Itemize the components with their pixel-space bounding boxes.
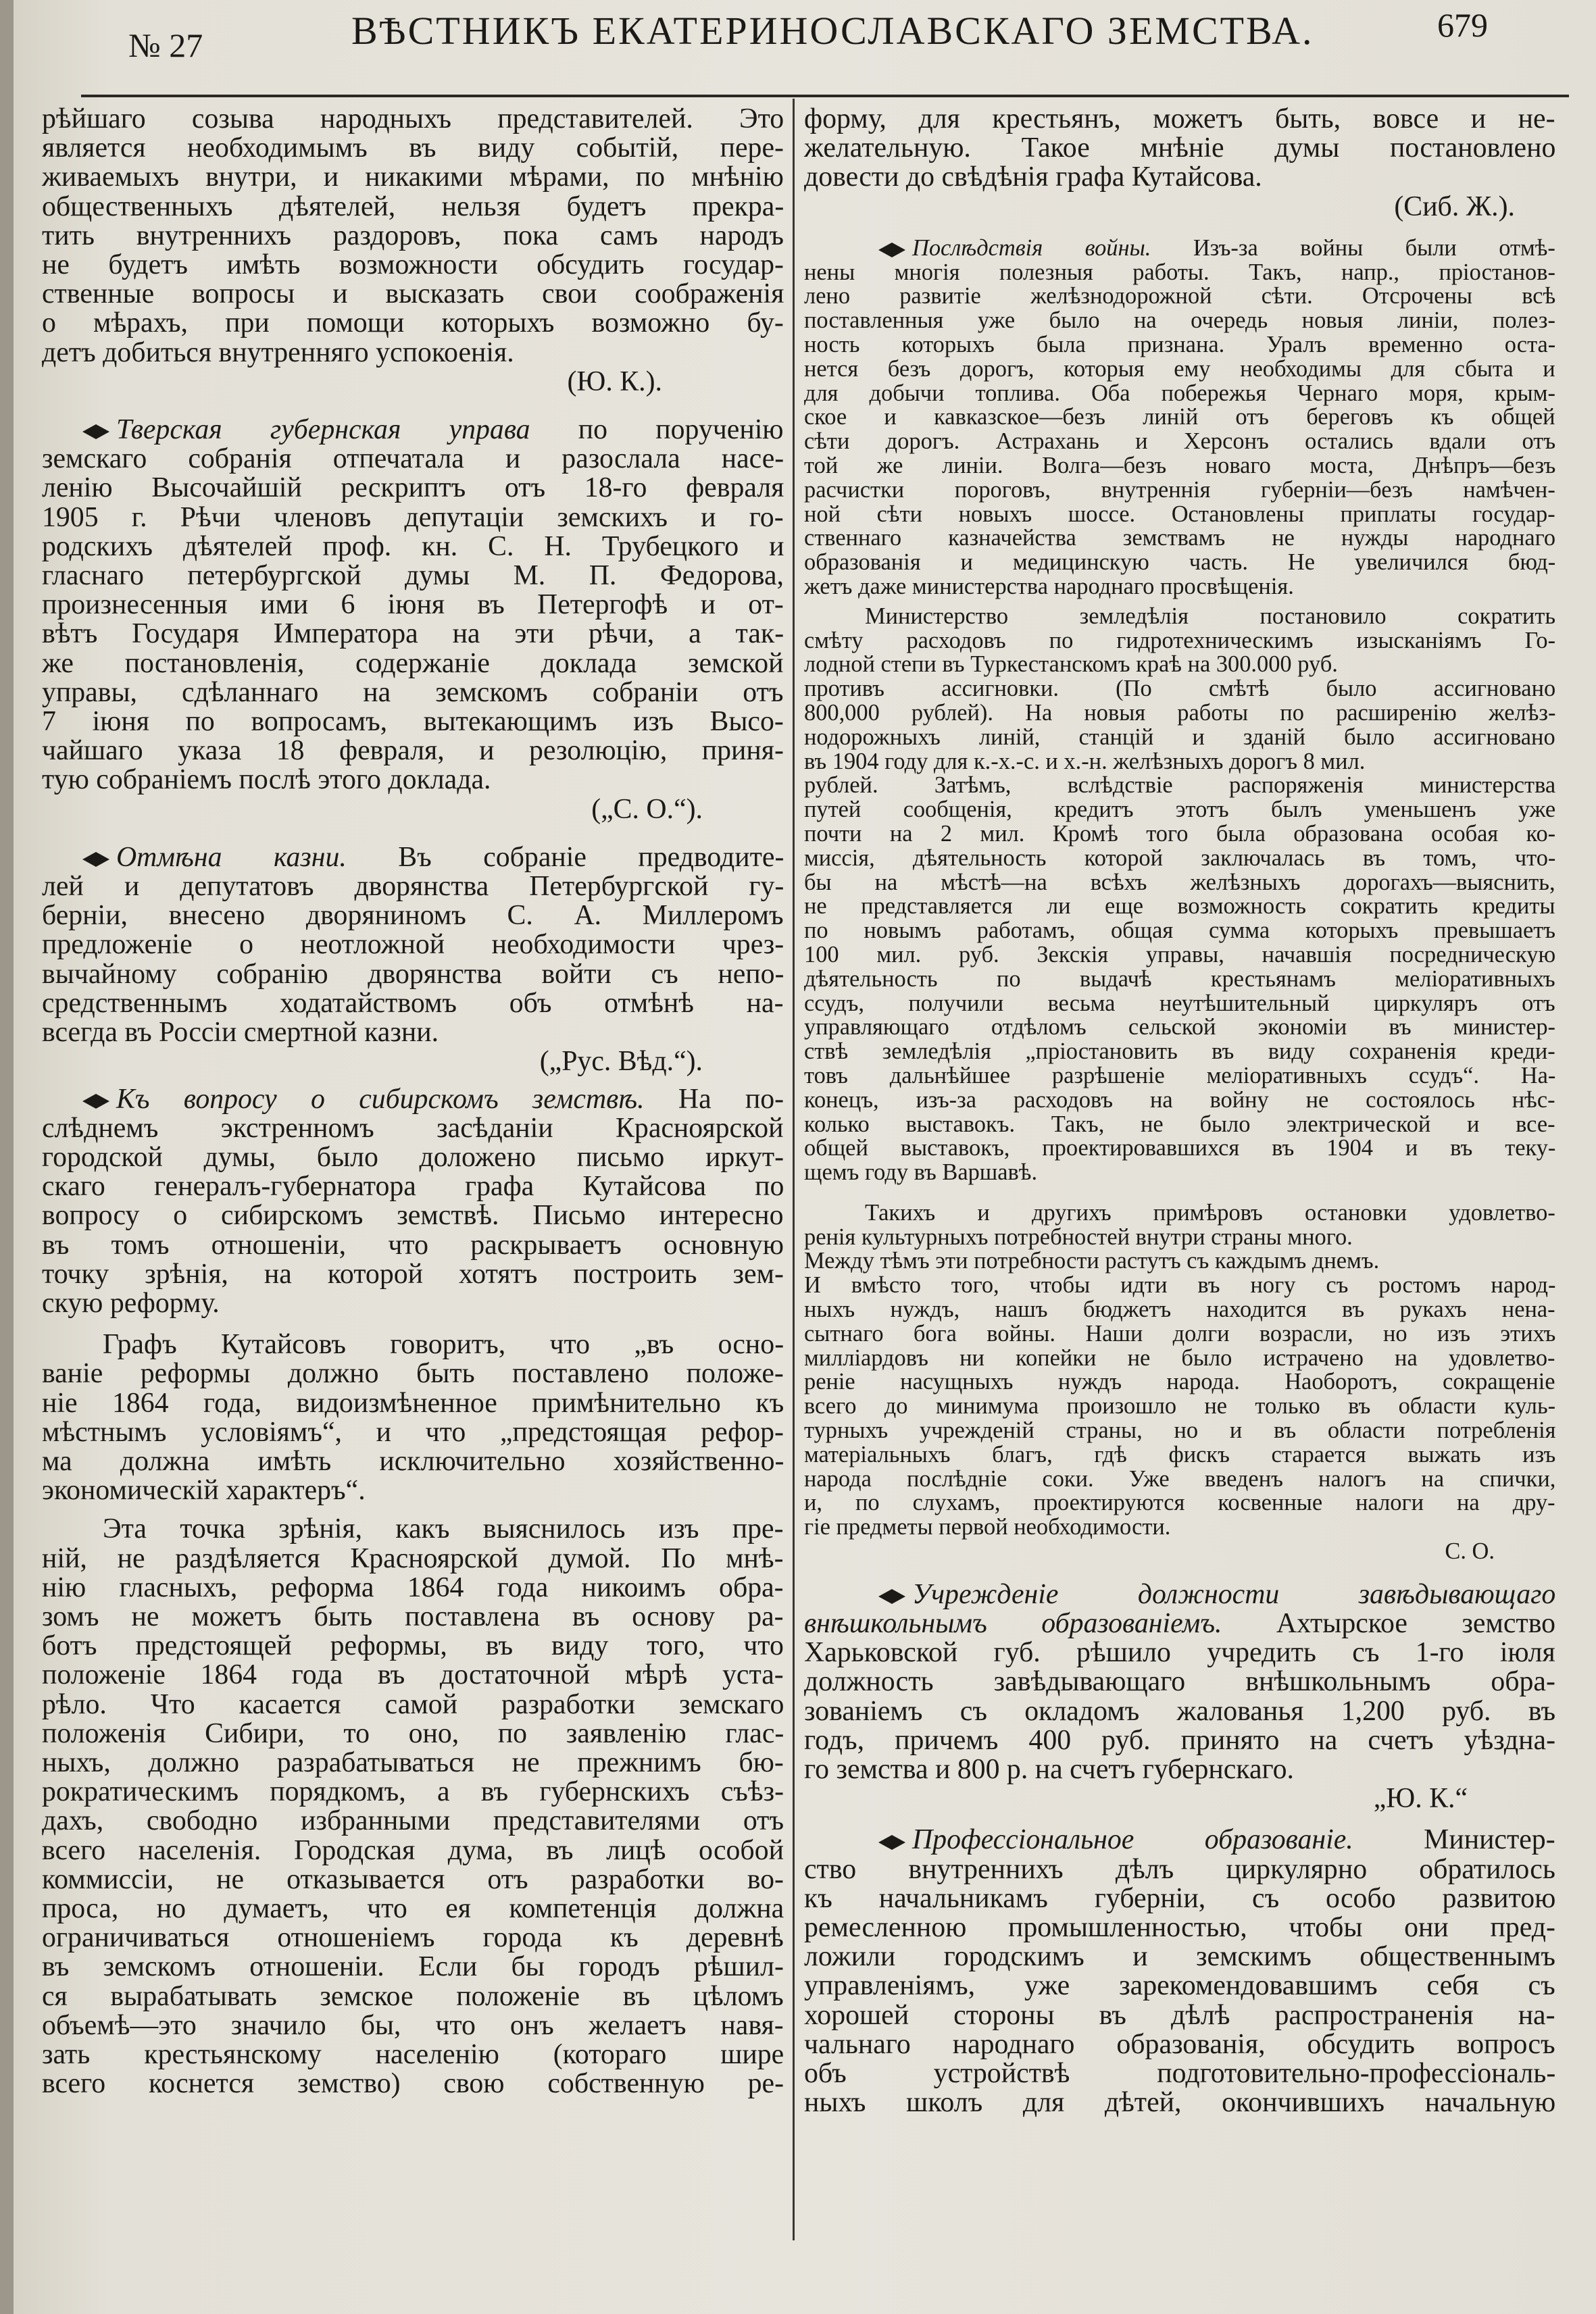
text-line: конецъ, изъ-за расходовъ на войну не состоялось нѣс- — [804, 1086, 1555, 1113]
text-line: матеріальныхъ благъ, гдѣ фискъ старается выжать изъ — [804, 1441, 1556, 1467]
ministry-paragraph — [804, 605, 1555, 1185]
tochka-paragraph — [42, 1515, 784, 2098]
text-line: народа послѣдніе соки. Уже введенъ налогъ на спички, — [804, 1465, 1556, 1492]
text-line: нодорожныхъ линій, станцій и зданій было ассигновано — [804, 724, 1555, 750]
text-line: ся вырабатывать земское положеніе въ цѣломъ — [42, 1980, 784, 2012]
text-line: сѣти дорогъ. Астрахань и Херсонъ остались вдали отъ — [804, 428, 1556, 455]
text-line: общей выставокъ, проектировавшихся въ 1904 и въ теку- — [804, 1135, 1556, 1161]
text-line: ограничиваться отношеніемъ города къ деревнѣ — [42, 1922, 784, 1954]
text-line: ній, не раздѣляется Красноярской думой. По мнѣ- — [42, 1542, 784, 1574]
text-line: Такихъ и другихъ примѣровъ остановки удовлетво- — [865, 1199, 1555, 1226]
text-line: образованія и медицинскую часть. Не увеличился бюд- — [804, 549, 1556, 576]
text-line: 1905 г. Рѣчи членовъ депутаціи земскихъ и го- — [42, 501, 784, 533]
diamond-bullet-icon — [878, 243, 905, 257]
diamond-bullet-icon — [82, 852, 109, 867]
examples-source: С. О. — [1445, 1538, 1495, 1565]
text-line: положенія Сибири, то оно, по заявленію глас- — [42, 1717, 784, 1749]
text-line: 7 іюня по вопросамъ, вытекающимъ изъ Высо- — [42, 706, 784, 738]
journal-title: ВѢСТНИКЪ ЕКАТЕРИНОСЛАВСКАГО ЗЕМСТВА. — [351, 9, 1314, 53]
text-line: ленію Высочайшій рескриптъ отъ 18-го февраля — [42, 472, 784, 504]
text-line: управляющаго отдѣломъ сельской экономіи въ министер- — [804, 1014, 1555, 1040]
text-line: вопросу о сибирскомъ земствѣ. Письмо интересно — [42, 1200, 784, 1232]
text-line: въ земскомъ отношеніи. Если бы городъ рѣшил- — [42, 1951, 784, 1983]
examples-paragraph — [804, 1201, 1555, 1540]
text-line: поставленныя уже было на очередь новыя линіи, полез- — [804, 307, 1555, 334]
uch-source: „Ю. К.“ — [1373, 1783, 1468, 1815]
kazn-article: Отмѣна казни. Въ собраніе предводите- лей и депутатовъ дворянства Петербургской гу- берніи, внесено дворяниномъ С. А. Миллеромъ предложеніе о неотложной необходимости чрез- вычайному собранію дворянства войти съ непо- средственнымъ ходатайствомъ объ отмѣнѣ на- всегда въ Россіи смертной казни. — [42, 841, 784, 1049]
text-line: вѣтъ Государя Императора на эти рѣчи, а так- — [42, 618, 784, 650]
right-column — [804, 105, 1555, 2118]
text-line: форму, для крестьянъ, можетъ быть, вовсе и не- — [804, 103, 1555, 134]
text-line: ренія культурныхъ потребностей внутри страны много. — [804, 1224, 1353, 1250]
text-line: коммиссіи, не отказывается отъ разработки во- — [42, 1863, 784, 1895]
text-line: ремесленною промышленностью, чтобы они пред- — [804, 1912, 1555, 1944]
text-line: произнесенныя ими 6 іюня въ Петергофѣ и от- — [42, 589, 784, 621]
text-line: вычайному собранію дворянства войти съ непо- — [42, 958, 784, 990]
text-line: Министерство земледѣлія постановило сократить — [865, 603, 1556, 629]
intro-article — [42, 105, 784, 368]
text-line: въ томъ отношеніи, что раскрываетъ основную — [42, 1229, 784, 1261]
text-line: ность которыхъ была признана. Уралъ временно оста- — [804, 332, 1556, 357]
text-line: той же линіи. Волга—безъ новаго моста, Днѣпръ—безъ — [804, 452, 1556, 478]
text-line: щемъ году въ Варшавѣ. — [804, 1159, 1038, 1186]
kut-paragraph — [42, 1330, 784, 1505]
text-line: и, по слухамъ, проектируются косвенные налоги на дру- — [804, 1490, 1555, 1516]
text-line: рѣйшаго созыва народныхъ представителей. Это — [42, 103, 784, 134]
sib-heading: Къ вопросу о сибирскомъ земствѣ. — [116, 1083, 645, 1115]
continued-source: (Сиб. Ж.). — [1394, 191, 1515, 222]
text-line: 100 мил. руб. Зекскія управы, начавшія посредническую — [804, 941, 1556, 967]
text-line: скаго генералъ-губернатора графа Кутайсова по — [42, 1171, 784, 1203]
tver-source: („С. О.“). — [591, 793, 703, 825]
text-line: земскаго собранія отпечатала и разослала насе- — [42, 443, 784, 475]
uch-heading-1: Учрежденіе должности завѣдывающаго — [912, 1578, 1556, 1610]
text-line: экономическій характеръ“. — [42, 1475, 366, 1507]
text-line: гіе предметы первой необходимости. — [804, 1514, 1171, 1540]
text-line: противъ ассигновки. (По смѣтѣ было ассигновано — [804, 676, 1556, 702]
text-line: городской думы, было доложено письмо иркут- — [42, 1141, 784, 1173]
text-line: чальнаго народнаго образованія, обсудить вопросъ — [804, 2028, 1555, 2060]
text-line: И вмѣсто того, чтобы идти въ ногу съ ростомъ народ- — [804, 1272, 1556, 1299]
text-line: зать крестьянскому населенію (котораго шире — [42, 2039, 784, 2070]
text-line: всего коснется земство) свою собственную ре- — [42, 2068, 784, 2100]
text-line: управы, сдѣланнаго на земскомъ собраніи отъ — [42, 676, 784, 708]
tver-article: Тверская губернская управа по порученію земскаго собранія отпечатала и разослала насе- ленію Высочайшій рескриптъ отъ 18-го февраля 1905 г. Рѣчи членовъ депутаціи земскихъ и го- родскихъ дѣятелей проф. кн. С. Н. Трубецкого и гласнаго петербургской думы М. П. Федорова, произнесенныя ими 6 іюня въ Петергофѣ и от- вѣтъ Государя Императора на эти рѣчи, а так- же постановленія, содержаніе доклада земской управы, сдѣланнаго на земскомъ собраніи отъ 7 іюня по вопросамъ, вытекающимъ изъ Высо- чайшаго указа 18 февраля, и резолюцію, приня- тую собраніемъ послѣ этого доклада. — [42, 414, 784, 796]
text-line: рократическимъ порядкомъ, а въ губернскихъ съѣз- — [42, 1776, 784, 1808]
text-line: колько выставокъ. Такъ, не было электрической и все- — [804, 1111, 1555, 1137]
text-line: зованіемъ съ окладомъ жалованья 1,200 руб. въ — [804, 1695, 1556, 1727]
text-line: ство внутреннихъ дѣлъ циркулярно обратилось — [804, 1853, 1555, 1885]
text-line: ной сѣти новыхъ шоссе. Остановлены приплаты государ- — [804, 501, 1555, 527]
text-line: рѣло. Что касается самой разработки земскаго — [42, 1688, 784, 1720]
text-line: мѣстнымъ условіямъ“, и что „предстоящая рефор- — [42, 1416, 784, 1448]
text-line: ссудъ, получили весьма неутѣшительный циркуляръ отъ — [804, 990, 1555, 1016]
text-line: по новымъ работамъ, общая сумма которыхъ превышаетъ — [804, 917, 1556, 944]
text-line: ствѣ земледѣлія „пріостановить въ виду сохраненія креди- — [804, 1038, 1555, 1065]
text-line: слѣднемъ экстренномъ засѣданіи Красноярской — [42, 1112, 784, 1144]
text-line: бы на мѣстѣ—на всѣхъ желѣзныхъ дорогахъ—выяснить, — [804, 869, 1555, 895]
text-line: объемѣ—это значило бы, что онъ желаетъ навя- — [42, 2009, 784, 2041]
text-line: лодной степи въ Туркестанскомъ краѣ на 300.000 руб. — [804, 651, 1338, 678]
text-line: проса, но думаетъ, что ея компетенція должна — [42, 1892, 784, 1924]
text-line: реніе насущныхъ нуждъ народа. Наоборотъ, сокращеніе — [804, 1369, 1555, 1395]
text-line: должность завѣдывающаго внѣшкольнымъ обра- — [804, 1666, 1555, 1698]
kazn-source: („Рус. Вѣд.“). — [539, 1046, 703, 1078]
page-number: 679 — [1437, 6, 1488, 44]
text-line: жетъ даже министерства народнаго просвѣщенія. — [804, 573, 1294, 599]
text-line: годъ, причемъ 400 руб. принято на счетъ уѣздна- — [804, 1724, 1556, 1756]
text-line: ское и кавказское—безъ линій отъ береговъ къ общей — [804, 404, 1555, 430]
text-line: ваніе реформы должно быть поставлено положе- — [42, 1358, 784, 1390]
prof-article: Профессіональное образованіе. Министер- ство внутреннихъ дѣлъ циркулярно обратилось къ начальникамъ губерніи, съ особо развитою ремесленною промышленностью, чтобы они пред- ложили городскимъ и земскимъ общественнымъ управленіямъ, уже зарекомендовавшимъ себя съ хорошей стороны въ дѣлѣ распространенія на- чальнаго народнаго образованія, обсудить вопросъ объ устройствѣ подготовительно-профессіональ- ныхъ школъ для дѣтей, окончившихъ начальную — [804, 1824, 1556, 2119]
text-line: тую собраніемъ послѣ этого доклада. — [42, 764, 491, 796]
text-line: турныхъ учрежденій страны, но и въ области потребленія — [804, 1417, 1556, 1444]
binding-gutter — [0, 0, 14, 2314]
text-line: нены многія полезныя работы. Такъ, напр., пріостанов- — [804, 259, 1555, 285]
text-line: Харьковской губ. рѣшило учредить съ 1-го іюля — [804, 1637, 1555, 1669]
text-line: ныхъ школъ для дѣтей, окончившихъ начальную — [804, 2087, 1556, 2119]
text-line: хорошей стороны въ дѣлѣ распространенія на- — [804, 1999, 1555, 2031]
text-line: ственнаго казначейства земствамъ не нужды народнаго — [804, 525, 1556, 551]
left-column — [42, 105, 784, 2098]
text-line: положеніе 1864 года въ достаточной мѣрѣ уста- — [42, 1659, 784, 1691]
prof-heading: Профессіональное образованіе. — [912, 1824, 1353, 1856]
war-article: Послѣдствія войны. Изъ-за войны были отмѣ- нены многія полезныя работы. Такъ, напр., пріостанов- лено развитіе желѣзнодорожной сѣти. Отсрочены всѣ поставленныя уже было на очередь новыя линіи, полез- ность которыхъ была признана. Уралъ временно оста- нется безъ дорогъ, которыя ему необходимы для сбыта и для добычи топлива. Оба побережья Чернаго моря, крым- ское и кавказское—безъ линій отъ береговъ къ общей сѣти дорогъ. Астрахань и Херсонъ остались вдали отъ той же линіи. Волга—безъ новаго моста, Днѣпръ—безъ расчистки пороговъ, внутреннія губерніи—безъ намѣчен- ной сѣти новыхъ шоссе. Остановлены приплаты государ- ственнаго казначейства земствамъ не нужды народнаго образованія и медицинскую часть. Не увеличился бюд- жетъ даже министерства народнаго просвѣщенія. — [804, 234, 1556, 599]
issue-number: № 27 — [128, 26, 203, 64]
text-line: всего до минимума произошло не только въ области куль- — [804, 1393, 1556, 1419]
text-line: является необходимымъ въ виду событій, пере- — [42, 132, 784, 164]
newspaper-page — [14, 0, 1596, 2314]
text-line: рублей. Затѣмъ, вслѣдствіе распоряженія министерства — [804, 772, 1556, 799]
text-line: не представляется ли еще возможность сократить кредиты — [804, 893, 1555, 920]
text-line: объ устройствѣ подготовительно-профессіональ- — [804, 2058, 1556, 2090]
text-line: тить внутреннихъ раздоровъ, пока самъ народъ — [42, 220, 784, 251]
text-line: дѣятельность по выдачѣ крестьянамъ меліоративныхъ — [804, 965, 1555, 992]
text-line: 800,000 рублей). На новыя работы по расширенію желѣз- — [804, 699, 1556, 726]
text-line: товъ дальнѣйшее разрѣшеніе меліоративныхъ ссудъ“. На- — [804, 1062, 1556, 1088]
diamond-bullet-icon — [878, 1589, 905, 1604]
war-heading: Послѣдствія войны. — [912, 234, 1151, 261]
text-line: же постановленія, содержаніе доклада земской — [42, 647, 784, 679]
diamond-bullet-icon — [878, 1835, 905, 1850]
text-line: нію гласныхъ, реформа 1864 года никоимъ обра- — [42, 1571, 784, 1603]
text-line: Эта точка зрѣнія, какъ выяснилось изъ пре- — [103, 1513, 784, 1545]
tver-heading: Тверская губернская управа — [116, 414, 530, 446]
page-header — [115, 5, 1555, 64]
diamond-bullet-icon — [82, 1094, 109, 1109]
text-line: нется безъ дорогъ, которыя ему необходимы для сбыта и — [804, 355, 1555, 382]
continued-article — [804, 105, 1555, 193]
text-line: Графъ Кутайсовъ говоритъ, что „въ осно- — [103, 1329, 784, 1361]
uch-article: Учрежденіе должности завѣдывающаго внѣшкольнымъ образованіемъ. Ахтырское земство Харьковской губ. рѣшило учредить съ 1-го іюля должность завѣдывающаго внѣшкольнымъ обра- зованіемъ съ окладомъ жалованья 1,200 руб. въ годъ, причемъ 400 руб. принято на счетъ уѣздна- го земства и 800 р. на счетъ губернскаго. — [804, 1578, 1556, 1786]
text-line: лено развитіе желѣзнодорожной сѣти. Отсрочены всѣ — [804, 283, 1556, 309]
text-line: всегда въ Россіи смертной казни. — [42, 1017, 439, 1049]
kazn-heading: Отмѣна казни. — [116, 841, 347, 873]
text-line: ма должна имѣть исключительно хозяйственно- — [42, 1445, 784, 1477]
text-line: милліардовъ ни копейки не было истрачено на удовлетво- — [804, 1344, 1555, 1371]
text-line: расчистки пороговъ, внутреннія губерніи—безъ намѣчен- — [804, 476, 1555, 503]
text-line: почти на 2 мил. Кромѣ того была образована особая ко- — [804, 820, 1556, 847]
text-line: ложили городскимъ и земскимъ общественнымъ — [804, 1941, 1555, 1973]
text-line: чайшаго указа 18 февраля, и резолюцію, приня- — [42, 735, 784, 767]
text-line: общественныхъ дѣятелей, нельзя будетъ прекра- — [42, 191, 784, 222]
text-line: къ начальникамъ губерніи, съ особо развитою — [804, 1882, 1556, 1914]
text-line: въ 1904 году для к.-х.-с. и х.-н. желѣзныхъ дорогъ 8 мил. — [804, 748, 1366, 774]
text-line: всего населенія. Городская дума, въ лицѣ особой — [42, 1834, 784, 1866]
text-line: предложеніе о неотложной необходимости чрез- — [42, 929, 784, 961]
text-line: ныхъ, должно разрабатываться не прежнимъ бю- — [42, 1746, 784, 1778]
text-line: довести до свѣдѣнія графа Кутайсова. — [804, 161, 1262, 193]
text-line: ніе 1864 года, видоизмѣненное примѣнительно къ — [42, 1387, 784, 1419]
text-line: живаемыхъ внутри, и никакими мѣрами, по мнѣнію — [42, 161, 784, 193]
text-line: лей и депутатовъ дворянства Петербургской гу- — [42, 871, 784, 903]
text-line: го земства и 800 р. на счетъ губернскаго. — [804, 1754, 1294, 1786]
diamond-bullet-icon — [82, 424, 109, 439]
text-line: точку зрѣнія, на которой хотятъ построить зем- — [42, 1258, 784, 1290]
uch-heading-2: внѣшкольнымъ образованіемъ. — [804, 1608, 1222, 1640]
text-line: миссія, дѣятельность которой заключалась въ томъ, что- — [804, 845, 1556, 871]
text-line: родскихъ дѣятелей проф. кн. С. Н. Трубецкого и — [42, 530, 784, 562]
text-line: желательную. Такое мнѣніе думы постановлено — [804, 132, 1556, 164]
header-rule — [81, 95, 1569, 97]
text-line: дахъ, свободно избранными представителями отъ — [42, 1805, 784, 1837]
text-line: берніи, внесено дворяниномъ С. А. Миллеромъ — [42, 900, 784, 932]
text-line: гласнаго петербургской думы М. П. Федорова, — [42, 560, 784, 592]
text-line: ботъ предстоящей реформы, въ виду того, что — [42, 1630, 784, 1662]
text-line: ныхъ нуждъ, нашъ бюджетъ находится въ рукахъ нена- — [804, 1297, 1555, 1323]
text-line: о мѣрахъ, при помощи которыхъ возможно бу- — [42, 307, 784, 339]
text-line: смѣту расходовъ по гидротехническимъ изысканіямъ Го- — [804, 627, 1556, 653]
sib-article: Къ вопросу о сибирскомъ земствѣ. На по- слѣднемъ экстренномъ засѣданіи Красноярской городской думы, было доложено письмо иркут- скаго генералъ-губернатора графа Кутайсова по вопросу о сибирскомъ земствѣ. Письмо интересно въ томъ отношеніи, что раскрываетъ основную точку зрѣнія, на которой хотятъ построить зем- скую реформу. — [42, 1083, 784, 1319]
text-line: путей сообщенія, кредитъ этотъ былъ уменьшенъ уже — [804, 797, 1556, 823]
text-line: Между тѣмъ эти потребности растутъ съ каждымъ днемъ. — [804, 1248, 1380, 1274]
text-line: детъ добиться внутренняго успокоенія. — [42, 336, 514, 368]
text-line: средственнымъ ходатайствомъ объ отмѣнѣ на- — [42, 987, 784, 1019]
text-line: не будетъ имѣть возможности обсудить государ- — [42, 249, 784, 281]
text-line: зомъ не можетъ быть поставлена въ основу ра- — [42, 1601, 784, 1632]
text-line: ственные вопросы и высказать свои соображенія — [42, 278, 784, 310]
text-line: для добычи топлива. Оба побережья Чернаго моря, крым- — [804, 380, 1556, 406]
text-line: управленіямъ, уже зарекомендовавшимъ себя съ — [804, 1970, 1555, 2002]
column-divider — [793, 99, 795, 2240]
text-line: скую реформу. — [42, 1287, 220, 1319]
text-line: сытнаго бога войны. Наши долги возрасли, но изъ этихъ — [804, 1320, 1556, 1347]
intro-source: (Ю. К.). — [567, 366, 662, 397]
